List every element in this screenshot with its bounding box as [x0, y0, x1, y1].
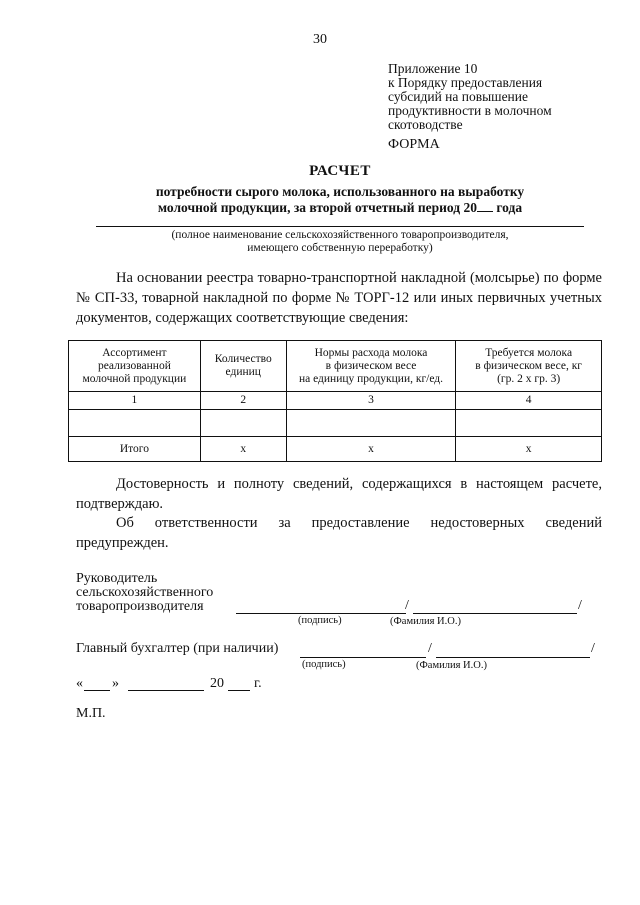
accountant-label: Главный бухгалтер (при наличии)	[76, 641, 279, 656]
annex-line: Приложение 10	[388, 61, 478, 76]
form-label: ФОРМА	[388, 137, 440, 152]
table-total-row	[69, 437, 602, 462]
paragraph-basis: На основании реестра товарно-транспортной накладной (молсырье) по форме № СП-33, товарной накладной по форме № ТОРГ-12 или иных первичных учетных документов, содержащих соответствующие сведения:	[76, 270, 602, 326]
document-title: РАСЧЕТ	[309, 163, 371, 179]
producer-caption-line-1: (полное наименование сельскохозяйственного товаропроизводителя,	[171, 229, 509, 241]
subtitle-line-2-prefix: молочной продукции, за второй отчетный период 20	[157, 200, 477, 215]
date-month-line	[128, 690, 204, 691]
column-number: 2	[200, 392, 286, 410]
annex-line: скотоводстве	[388, 117, 463, 132]
column-header-assortment: Ассортимент реализованной молочной продукции	[69, 341, 201, 392]
producer-caption-line-2: имеющего собственную переработку)	[247, 242, 433, 254]
head-slash-end: /	[578, 598, 582, 613]
accountant-signature-caption: (подпись)	[302, 659, 346, 670]
year-blank	[477, 199, 493, 212]
head-name-caption: (Фамилия И.О.)	[390, 616, 461, 627]
calculation-table	[68, 340, 602, 462]
date-year-line	[228, 690, 250, 691]
date-year-suffix: г.	[254, 676, 262, 691]
column-header-required: Требуется молока в физическом весе, кг (гр. 2 х гр. 3)	[456, 341, 602, 392]
annex-line: продуктивности в молочном	[388, 103, 552, 118]
total-cell: x	[456, 437, 602, 462]
annex-line: субсидий на повышение	[388, 89, 529, 104]
head-signature-line	[236, 613, 406, 614]
accountant-name-caption: (Фамилия И.О.)	[416, 660, 487, 671]
page-number: 30	[313, 32, 327, 47]
annex-block	[388, 62, 608, 132]
table-cell	[286, 410, 456, 437]
head-signature-caption: (подпись)	[298, 615, 342, 626]
date-day-line	[84, 690, 110, 691]
table-row	[69, 410, 602, 437]
head-name-line	[413, 613, 577, 614]
column-header-quantity: Количество единиц	[200, 341, 286, 392]
accountant-slash: /	[428, 641, 432, 656]
head-label: Руководитель сельскохозяйственного товаропроизводителя	[76, 571, 214, 614]
table-number-row	[69, 392, 602, 410]
date-close-quote: »	[112, 676, 119, 691]
total-cell: x	[200, 437, 286, 462]
total-label: Итого	[69, 437, 201, 462]
annex-line: к Порядку предоставления	[388, 75, 543, 90]
total-cell: x	[286, 437, 456, 462]
paragraph-confirm: Достоверность и полноту сведений, содержащихся в настоящем расчете, подтверждаю.	[76, 476, 602, 512]
subtitle-line-2-suffix: года	[493, 200, 523, 215]
date-year-prefix: 20	[210, 676, 224, 691]
subtitle-line-1: потребности сырого молока, использованного на выработку	[155, 184, 525, 199]
column-header-norms: Нормы расхода молока в физическом весе на единицу продукции, кг/ед.	[286, 341, 456, 392]
date-open-quote: «	[76, 676, 83, 691]
document-subtitle	[120, 184, 560, 215]
head-slash: /	[405, 598, 409, 613]
producer-caption	[120, 229, 560, 255]
table-cell	[200, 410, 286, 437]
table-header-row	[69, 341, 602, 392]
producer-name-line	[96, 226, 584, 227]
column-number: 1	[69, 392, 201, 410]
accountant-name-line	[436, 657, 590, 658]
column-number: 3	[286, 392, 456, 410]
subtitle-line-2	[120, 199, 560, 215]
paragraph-warn: Об ответственности за предоставление недостоверных сведений предупрежден.	[76, 515, 602, 551]
table-cell	[456, 410, 602, 437]
accountant-slash-end: /	[591, 641, 595, 656]
accountant-signature-line	[300, 657, 426, 658]
column-number: 4	[456, 392, 602, 410]
table-cell	[69, 410, 201, 437]
stamp-label: М.П.	[76, 706, 106, 721]
